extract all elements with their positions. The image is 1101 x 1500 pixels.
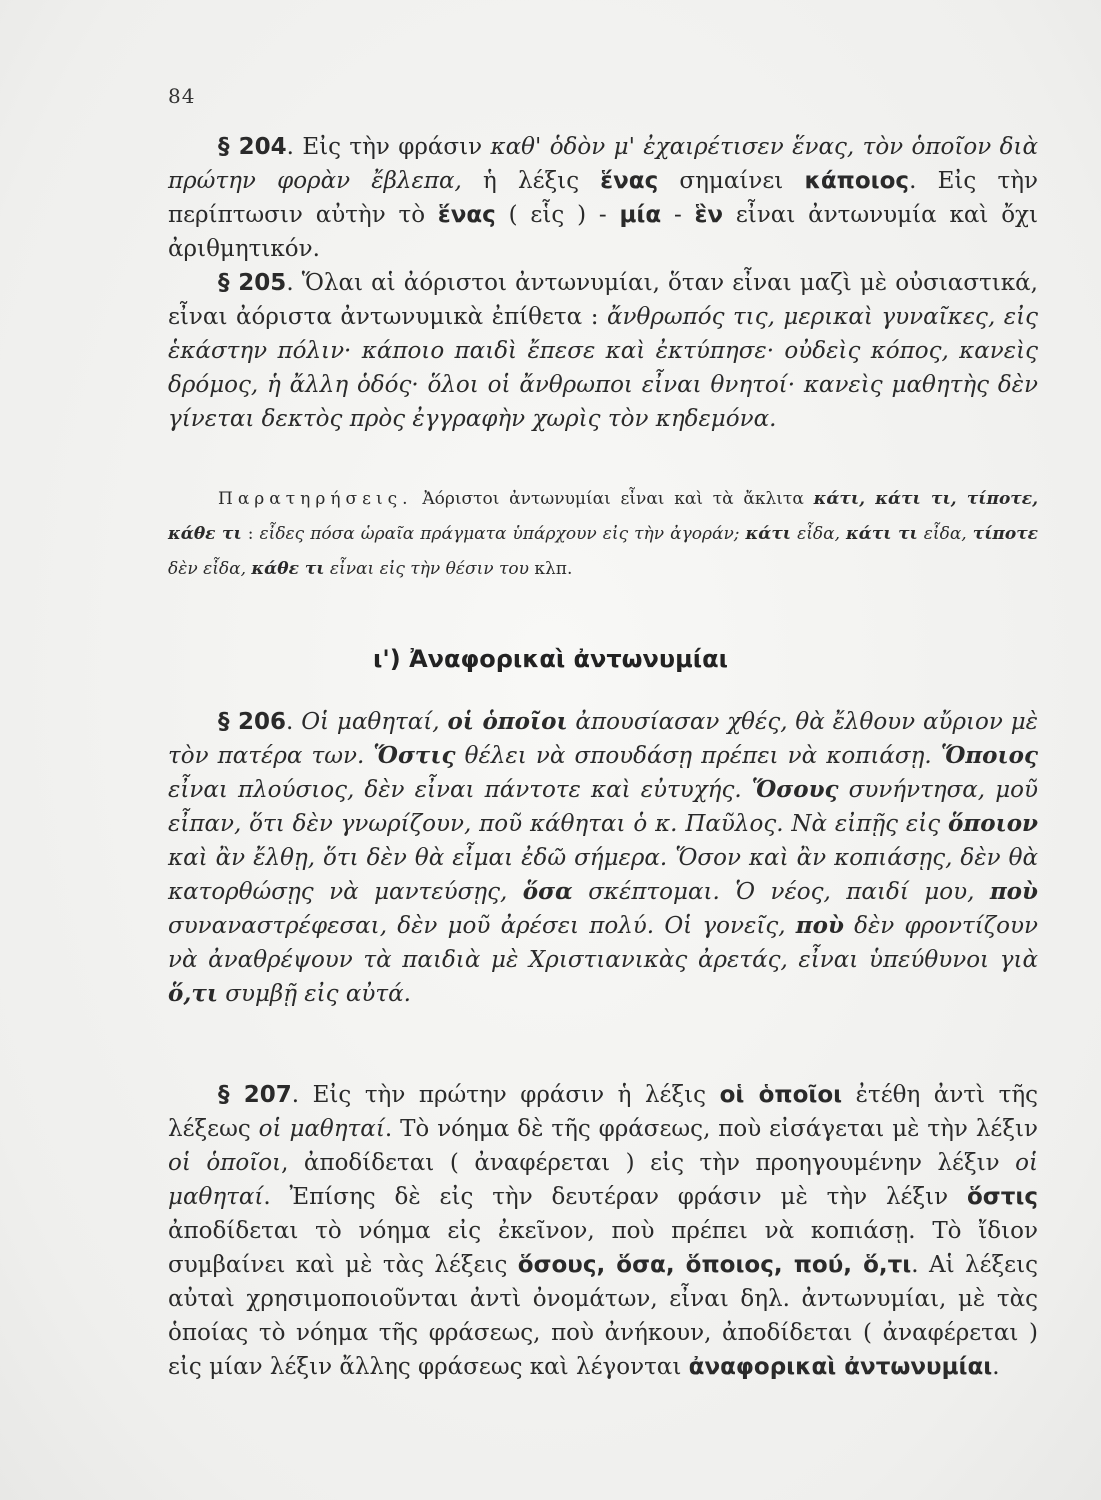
remarks-heading: Παρατηρήσεις. <box>218 489 413 509</box>
remarks-note: Παρατηρήσεις. Ἀόριστοι ἀντωνυμίαι εἶναι καὶ τὰ ἄκλιτα κάτι, κάτι τι, τίποτε, κάθε τι : εἶδες πόσα ὡραῖα πράγματα ὑπάρχουν εἰς τὴν ἀγοράν; κάτι εἶδα, κάτι τι εἶδα, τίποτε δὲν εἶδα, κάθε τι εἶναι εἰς τὴν θέσιν του κλπ. <box>168 489 1038 579</box>
paragraph-206: § 206. Οἱ μαθηταί, οἱ ὁποῖοι ἀπουσίασαν χθές, θὰ ἔλθουν αὔριον μὲ τὸν πατέρα των. Ὅστις θέλει νὰ σπουδάσῃ πρέπει νὰ κοπιάσῃ. Ὅποιος εἶναι πλούσιος, δὲν εἶναι πάντοτε καὶ εὐτυχής. Ὅσους συνήντησα, μοῦ εἶπαν, ὅτι δὲν γνωρίζουν, ποῦ κάθηται ὁ κ. Παῦλος. Νὰ εἰπῇς εἰς ὅποιον καὶ ἂν ἔλθῃ, ὅτι δὲν θὰ εἶμαι ἐδῶ σήμερα. Ὅσον καὶ ἂν κοπιάσῃς, δὲν θὰ κατορθώσῃς νὰ μαντεύσῃς, ὅσα σκέπτομαι. Ὁ νέος, παιδί μου, ποὺ συναναστρέφεσαι, δὲν μοῦ ἀρέσει πολύ. Οἱ γονεῖς, ποὺ δὲν φροντίζουν νὰ ἀναθρέψουν τὰ παιδιὰ μὲ Χριστιανικὰς ἀρετάς, εἶναι ὑπεύθυνοι γιὰ ὅ,τι συμβῇ εἰς αὐτά. <box>168 708 1038 1007</box>
paragraph-205: § 205. Ὅλαι αἱ ἀόριστοι ἀντωνυμίαι, ὅταν εἶναι μαζὶ μὲ οὐσιαστικά, εἶναι ἀόριστα ἀντωνυμικὰ ἐπίθετα : ἄνθρωπός τις, μερικαὶ γυναῖκες, εἰς ἑκάστην πόλιν· κάποιο παιδὶ ἔπεσε καὶ ἐκτύπησε· οὐδεὶς κόπος, κανεὶς δρόμος, ἡ ἄλλη ὁδός· ὅλοι οἱ ἄνθρωποι εἶναι θνητοί· κανεὶς μαθητὴς δὲν γίνεται δεκτὸς πρὸς ἐγγραφὴν χωρὶς τὸν κηδεμόνα. <box>168 270 1039 432</box>
section-number: § 204 <box>218 134 287 160</box>
section-number: § 206 <box>218 709 287 735</box>
paragraph-207: § 207. Εἰς τὴν πρώτην φράσιν ἡ λέξις οἱ ὁποῖοι ἐτέθη ἀντὶ τῆς λέξεως οἱ μαθηταί. Τὸ νόημα δὲ τῆς φράσεως, ποὺ εἰσάγεται μὲ τὴν λέξιν οἱ ὁποῖοι, ἀποδίδεται ( ἀναφέρεται ) εἰς τὴν προηγουμένην λέξιν οἱ μαθηταί. Ἐπίσης δὲ εἰς τὴν δευτέραν φράσιν μὲ τὴν λέξιν ὅστις ἀποδίδεται τὸ νόημα εἰς ἐκεῖνον, ποὺ πρέπει νὰ κοπιάσῃ. Τὸ ἴδιον συμβαίνει καὶ μὲ τὰς λέξεις ὅσους, ὅσα, ὅποιος, πού, ὅ,τι. Αἱ λέξεις αὐταὶ χρησιμοποιοῦνται ἀντὶ ὀνομάτων, εἶναι δηλ. ἀντωνυμίαι, μὲ τὰς ὁποίας τὸ νόημα τῆς φράσεως, ποὺ ἀνήκουν, ἀποδίδεται ( ἀναφέρεται ) εἰς μίαν λέξιν ἄλλης φράσεως καὶ λέγονται ἀναφορικαὶ ἀντωνυμίαι. <box>168 1082 1039 1380</box>
section-number: § 205 <box>218 270 287 296</box>
section-heading: ι') Ἀναφορικαὶ ἀντωνυμίαι <box>373 645 728 673</box>
page-number: 84 <box>168 84 196 108</box>
paragraph-204: § 204. Εἰς τὴν φράσιν καθ' ὁδὸν μ' ἐχαιρέτισεν ἕνας, τὸν ὁποῖον διὰ πρώτην φορὰν ἔβλεπα, ἡ λέξις ἕνας σημαίνει κάποιος. Εἰς τὴν περίπτωσιν αὐτὴν τὸ ἕνας ( εἷς ) - μία - ἓν εἶναι ἀντωνυμία καὶ ὄχι ἀριθμητικόν. <box>168 134 1038 262</box>
section-number: § 207 <box>218 1082 292 1108</box>
